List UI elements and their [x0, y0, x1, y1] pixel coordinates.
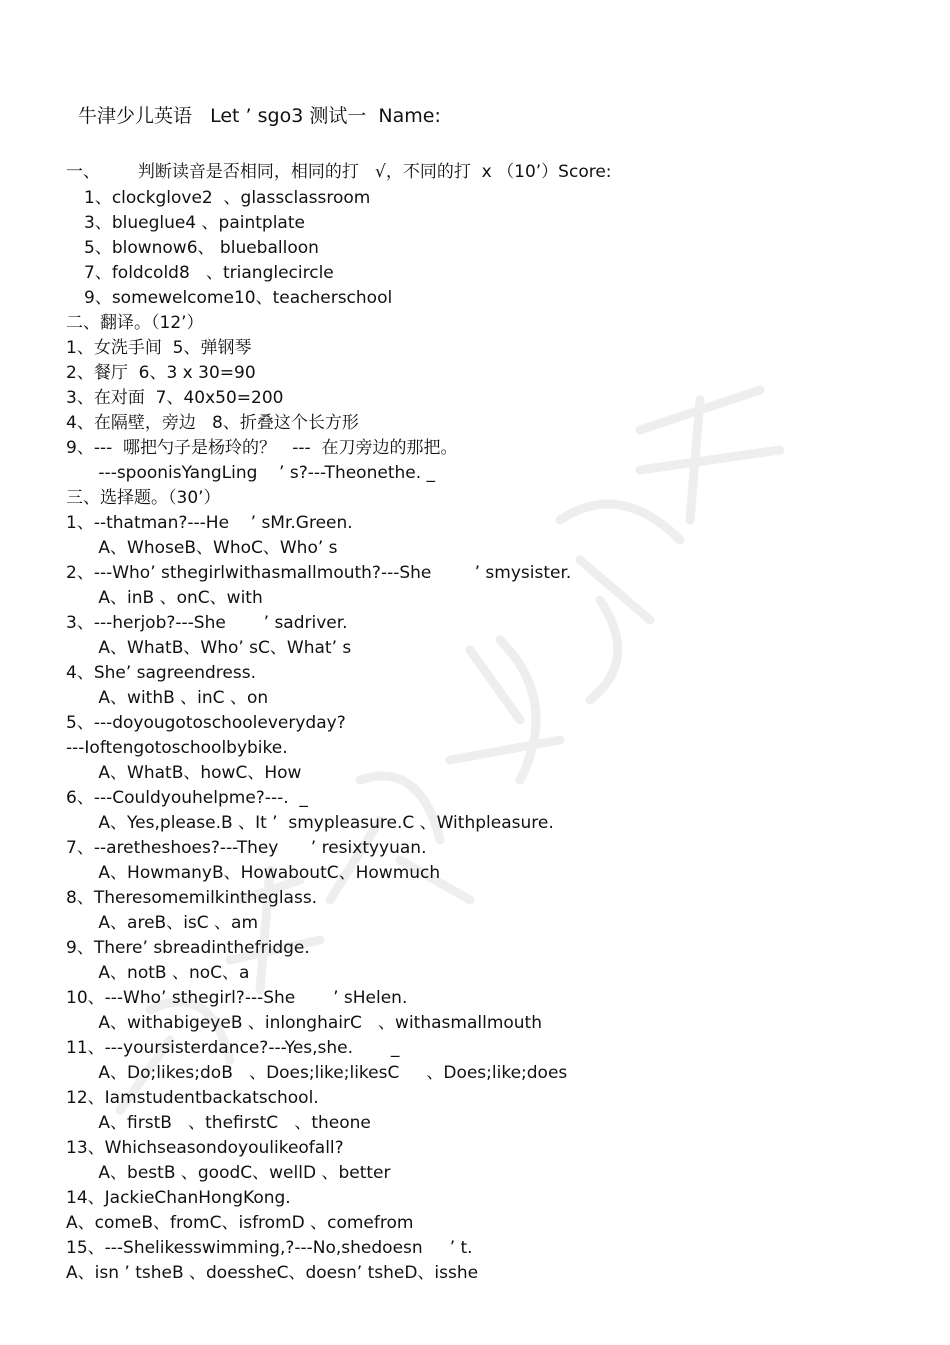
question-line: A、areB、isC 、am	[66, 913, 259, 933]
question-line: 2、---Who’ sthegirlwithasmallmouth?---She ’ smysister.	[66, 563, 572, 583]
question-line: 12、Iamstudentbackatschool.	[66, 1088, 319, 1108]
section2-item: ---spoonisYangLing ’ s?---Theonethe. _	[66, 463, 436, 483]
question-line: 11、---yoursisterdance?---Yes,she. _	[66, 1038, 400, 1058]
section1-item: 7、foldcold8 、trianglecircle	[84, 263, 334, 283]
section2-item: 2、餐厅 6、3 x 30=90	[66, 363, 256, 383]
question-line: 3、---herjob?---She ’ sadriver.	[66, 613, 348, 633]
section1-heading: 一、 判断读音是否相同，相同的打 √，不同的打 x （10’）Score:	[66, 162, 612, 182]
section2-item: 1、女洗手间 5、弹钢琴	[66, 338, 252, 358]
section2-item: 3、在对面 7、40x50=200	[66, 388, 284, 408]
question-line: A、Do;likes;doB 、Does;like;likesC 、Does;like;does	[66, 1063, 568, 1083]
section1-item: 9、somewelcome10、teacherschool	[84, 288, 393, 308]
question-line: ---Ioftengotoschoolbybike.	[66, 738, 288, 758]
question-line: 1、--thatman?---He ’ sMr.Green.	[66, 513, 353, 533]
question-line: 14、JackieChanHongKong.	[66, 1188, 291, 1208]
question-line: 10、---Who’ sthegirl?---She ’ sHelen.	[66, 988, 408, 1008]
section1-item: 5、blownow6、 blueballoon	[84, 238, 319, 258]
question-line: A、withB 、inC 、on	[66, 688, 269, 708]
question-line: A、bestB 、goodC、wellD 、better	[66, 1163, 391, 1183]
section3-heading: 三、选择题。（30’）	[66, 488, 221, 508]
question-line: 8、Theresomemilkintheglass.	[66, 888, 318, 908]
question-line: 15、---Shelikesswimming,?---No,shedoesn ’ t.	[66, 1238, 473, 1258]
question-line: 4、She’ sagreendress.	[66, 663, 257, 683]
question-line: 7、--aretheshoes?---They ’ resixtyyuan.	[66, 838, 427, 858]
question-line: A、firstB 、thefirstC 、theone	[66, 1113, 371, 1133]
question-line: A、Yes,please.B 、It ’ smypleasure.C 、Withpleasure.	[66, 813, 554, 833]
section2-heading: 二、翻译。（12’）	[66, 313, 204, 333]
question-line: A、WhatB、Who’ sC、What’ s	[66, 638, 352, 658]
question-line: 6、---Couldyouhelpme?---. _	[66, 788, 308, 808]
page-title: 牛津少儿英语 Let ’ sgo3 测试一 Name:	[78, 105, 441, 127]
question-line: 9、There’ sbreadinthefridge.	[66, 938, 310, 958]
question-line: A、notB 、noC、a	[66, 963, 250, 983]
section2-item: 9、--- 哪把勺子是杨玲的？ --- 在刀旁边的那把。	[66, 438, 458, 458]
question-line: 5、---doyougotoschooleveryday?	[66, 713, 346, 733]
question-line: A、WhoseB、WhoC、Who’ s	[66, 538, 338, 558]
question-line: A、WhatB、howC、How	[66, 763, 302, 783]
section1-item: 1、clockglove2 、glassclassroom	[84, 188, 371, 208]
question-line: A、HowmanyB、HowaboutC、Howmuch	[66, 863, 441, 883]
section1-item: 3、blueglue4 、paintplate	[84, 213, 305, 233]
question-line: 13、Whichseasondoyoulikeofall?	[66, 1138, 344, 1158]
question-line: A、withabigeyeB 、inlonghairC 、withasmallmouth	[66, 1013, 542, 1033]
question-line: A、inB 、onC、with	[66, 588, 263, 608]
section2-item: 4、在隔壁，旁边 8、折叠这个长方形	[66, 413, 359, 433]
question-line: A、comeB、fromC、isfromD 、comefrom	[66, 1213, 414, 1233]
question-line: A、isn ’ tsheB 、doessheC、doesn’ tsheD、isshe	[66, 1263, 479, 1283]
